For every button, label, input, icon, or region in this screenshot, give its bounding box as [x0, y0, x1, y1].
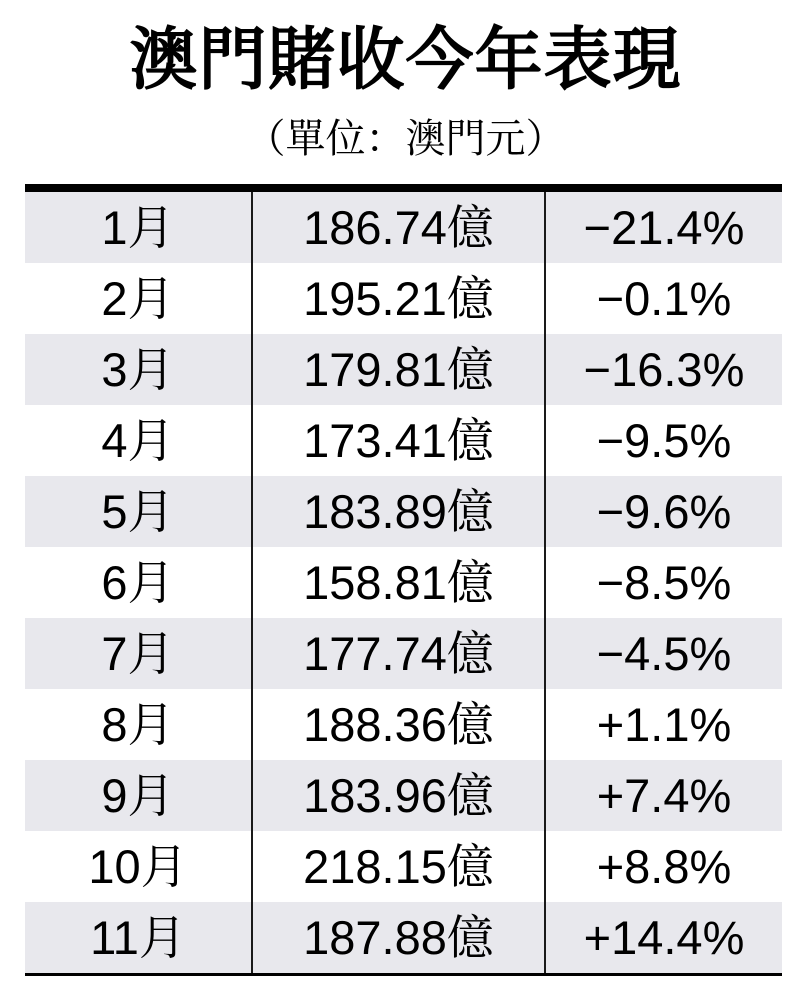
table-row	[25, 547, 782, 618]
amount-cell: 183.96億	[251, 760, 546, 831]
month-cell: 1月	[101, 201, 175, 254]
table-row	[25, 263, 782, 334]
month-cell: 2月	[101, 272, 175, 325]
change-cell: −9.5%	[596, 414, 732, 467]
amount-cell: 195.21億	[251, 263, 546, 334]
table-row	[25, 334, 782, 405]
amount-cell: 179.81億	[251, 334, 546, 405]
amount-cell: 188.36億	[251, 689, 546, 760]
change-cell: +7.4%	[596, 769, 732, 822]
amount-cell: 177.74億	[251, 618, 546, 689]
month-cell: 10月	[88, 840, 188, 893]
change-cell: +1.1%	[596, 698, 732, 751]
month-cell: 7月	[101, 627, 175, 680]
amount-cell: 183.89億	[251, 476, 546, 547]
month-cell: 6月	[101, 556, 175, 609]
change-cell: +8.8%	[596, 840, 732, 893]
change-cell: +14.4%	[583, 911, 745, 964]
month-cell: 11月	[90, 911, 186, 964]
table-row	[25, 831, 782, 902]
month-cell: 8月	[101, 698, 175, 751]
change-cell: −16.3%	[583, 343, 745, 396]
amount-cell: 158.81億	[251, 547, 546, 618]
table-row	[25, 902, 782, 973]
amount-cell: 173.41億	[251, 405, 546, 476]
table-row	[25, 192, 782, 263]
table-row	[25, 618, 782, 689]
change-cell: −21.4%	[583, 201, 745, 254]
table-row	[25, 476, 782, 547]
month-cell: 9月	[101, 769, 175, 822]
table-row	[25, 689, 782, 760]
amount-cell: 187.88億	[251, 902, 546, 973]
amount-cell: 186.74億	[251, 192, 546, 263]
unit-subtitle: （單位：澳門元）	[245, 117, 566, 161]
page-title: 澳門賭收今年表現	[129, 22, 682, 98]
month-cell: 3月	[101, 343, 175, 396]
change-cell: −9.6%	[596, 485, 732, 538]
month-cell: 5月	[101, 485, 175, 538]
amount-cell: 218.15億	[251, 831, 546, 902]
change-cell: −4.5%	[596, 627, 732, 680]
month-cell: 4月	[101, 414, 175, 467]
change-cell: −8.5%	[596, 556, 732, 609]
table-row	[25, 405, 782, 476]
revenue-table	[25, 184, 782, 976]
table-row	[25, 760, 782, 831]
change-cell: −0.1%	[596, 272, 732, 325]
